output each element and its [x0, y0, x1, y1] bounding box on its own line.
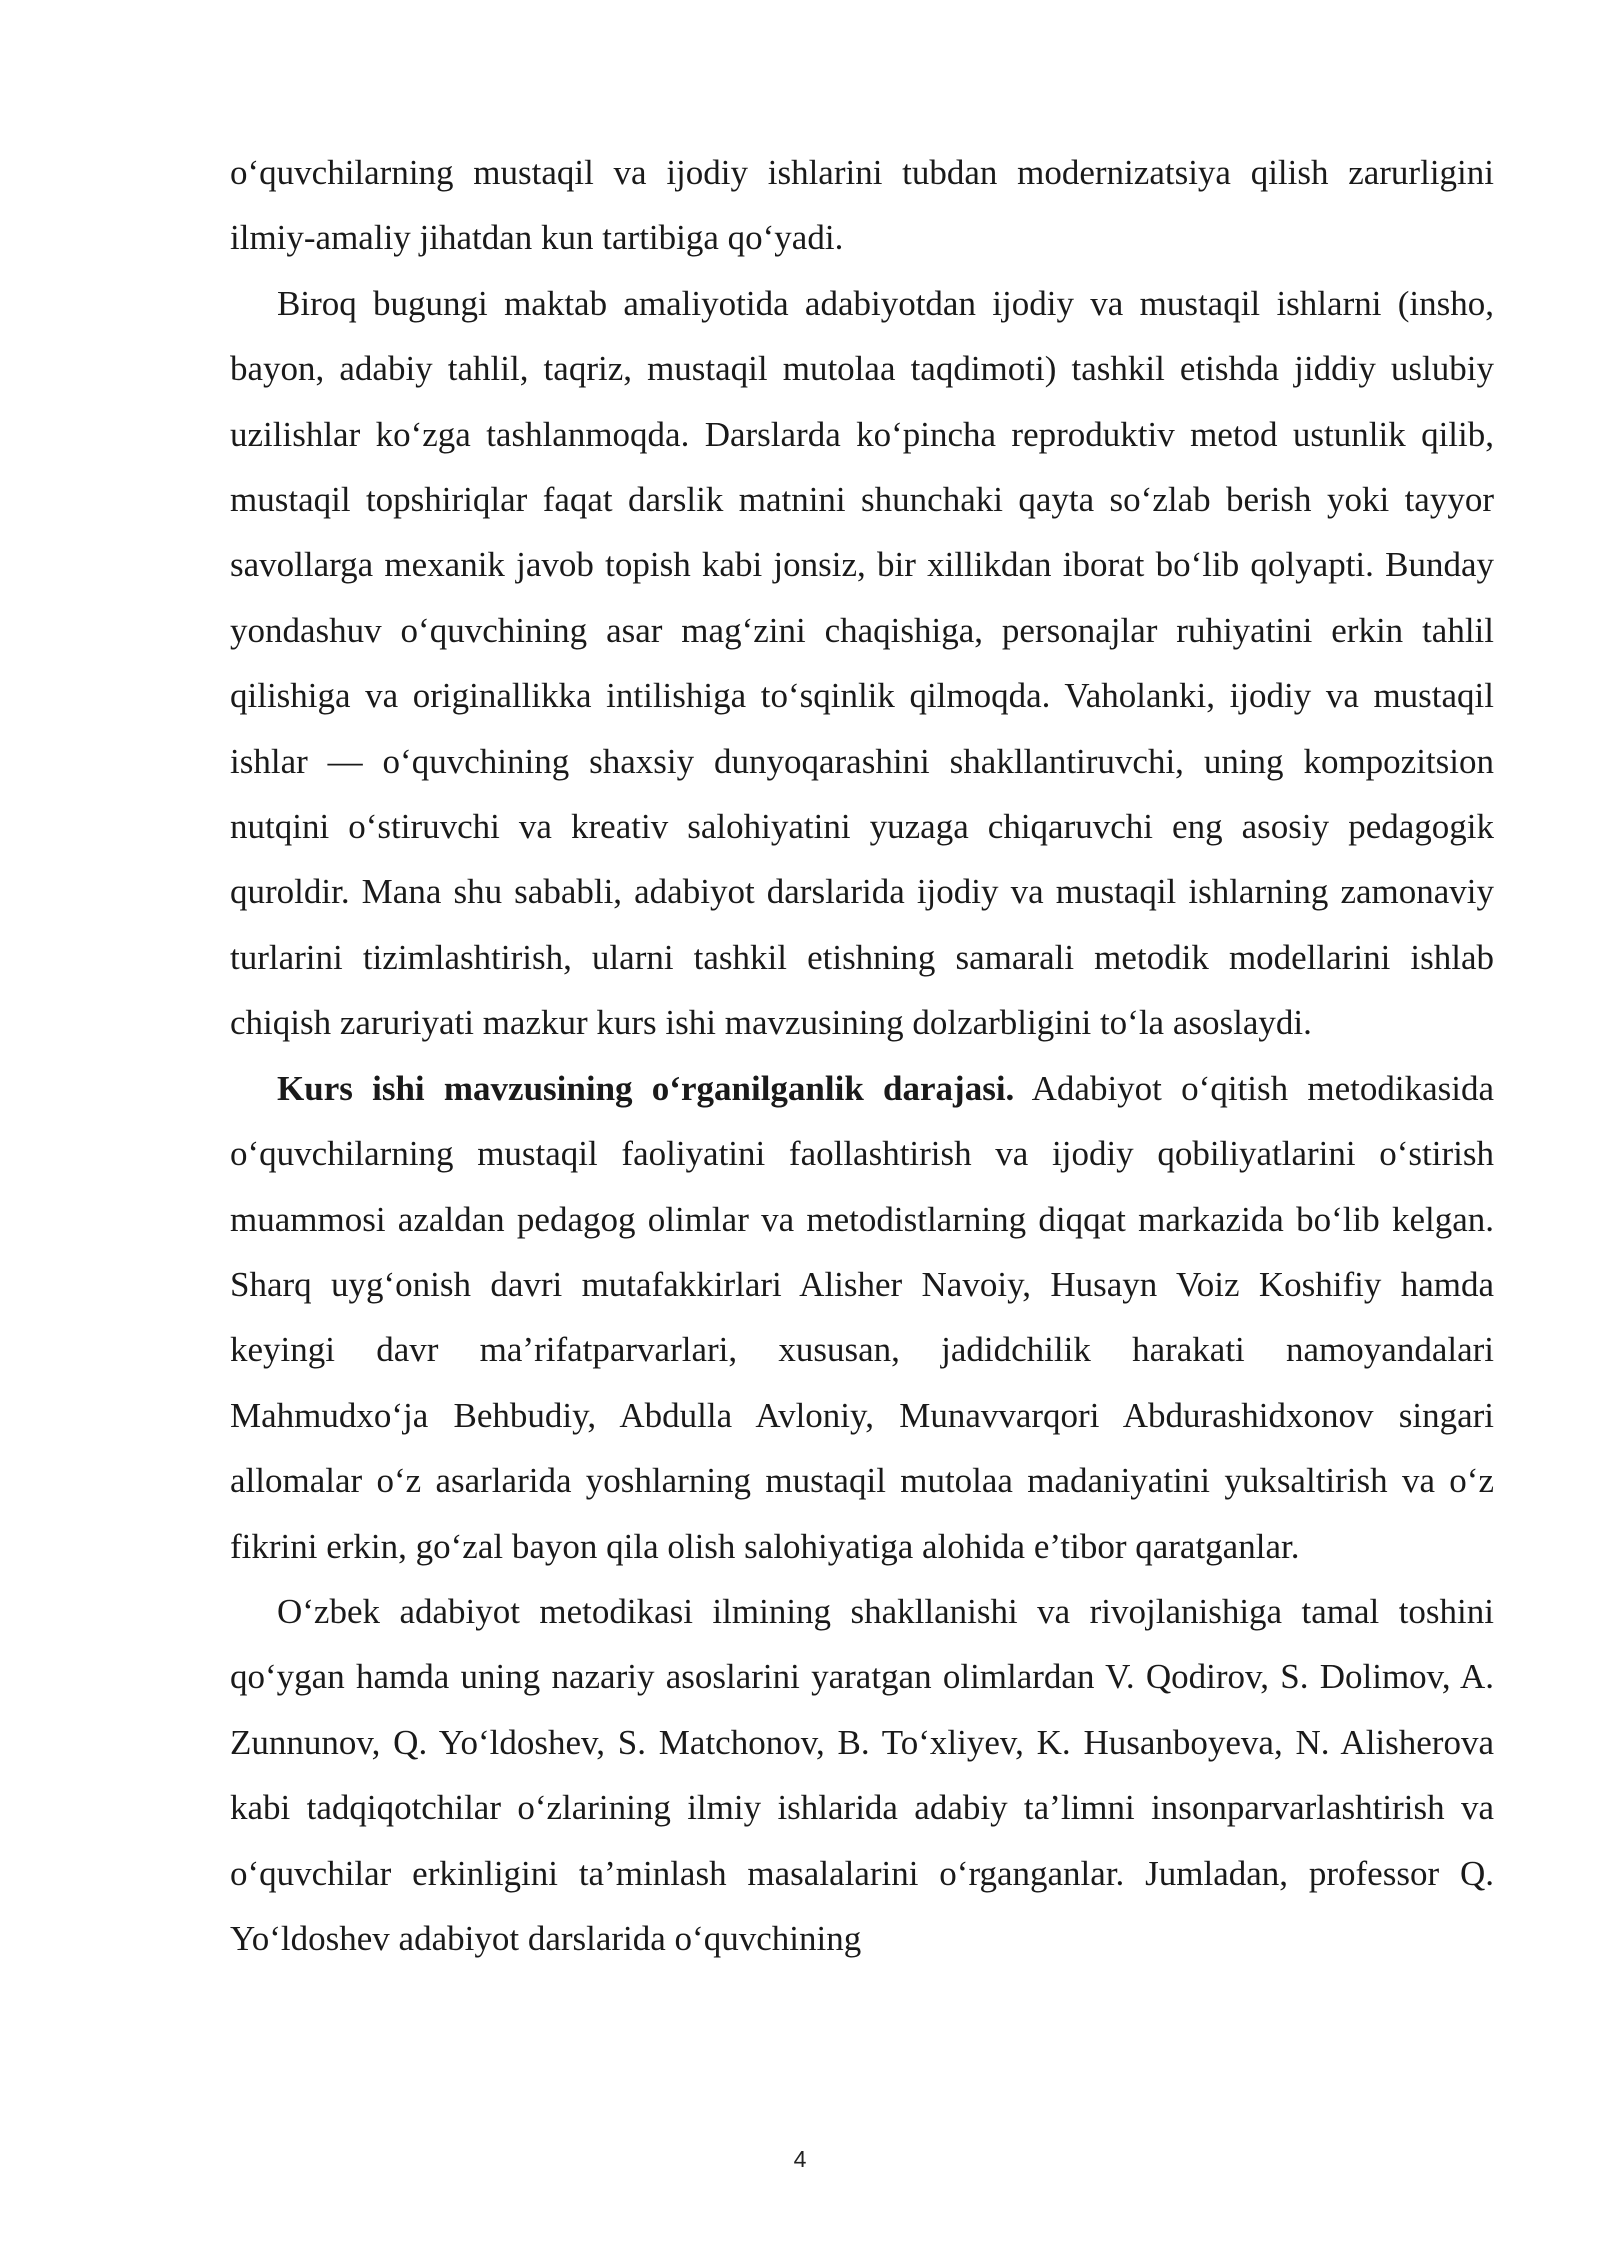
paragraph-scholars: [230, 1579, 1494, 1971]
paragraph-research-degree: [230, 1056, 1494, 1579]
paragraph-text: o‘quvchilarning mustaqil va ijodiy ishlarini tubdan modernizatsiya qilish zarurligini ilmiy-amaliy jihatdan kun tartibiga qo‘yadi.: [230, 153, 1494, 258]
document-body: [230, 140, 1494, 1971]
section-heading: Kurs ishi mavzusining o‘rganilganlik darajasi.: [277, 1068, 1015, 1108]
paragraph-text: O‘zbek adabiyot metodikasi ilmining shakllanishi va rivojlanishiga tamal toshini qo‘ygan hamda uning nazariy asoslarini yaratgan olimlardan V. Qodirov, S. Dolimov, A. Zunnunov, Q. Yo‘ldoshev, S. Matchonov, B. To‘xliyev, K. Husanboyeva, N. Alisherova kabi tadqiqotchilar o‘zlarining ilmiy ishlarida adabiy ta’limni insonparvarlashtirish va o‘quvchilar erkinligini ta’minlash masalalarini o‘rganganlar. Jumladan, professor Q. Yo‘ldoshev adabiyot darslarida o‘quvchining: [230, 1591, 1494, 1958]
page-number: 4: [793, 2146, 807, 2172]
paragraph-text: Adabiyot o‘qitish metodikasida o‘quvchilarning mustaqil faoliyatini faollashtirish va ijodiy qobiliyatlarini o‘stirish muammosi azaldan pedagog olimlar va metodistlarning diqqat markazida bo‘lib kelgan. Sharq uyg‘onish davri mutafakkirlari Alisher Navoiy, Husayn Voiz Koshifiy hamda keyingi davr ma’rifatparvarlari, xususan, jadidchilik harakati namoyandalari Mahmudxo‘ja Behbudiy, Abdulla Avloniy, Munavvarqori Abdurashidxonov singari allomalar o‘z asarlarida yoshlarning mustaqil mutolaa madaniyatini yuksaltirish va o‘z fikrini erkin, go‘zal bayon qila olish salohiyatiga alohida e’tibor qaratganlar.: [230, 1068, 1494, 1566]
paragraph-continuation: [230, 140, 1494, 271]
paragraph-problem-statement: [230, 271, 1494, 1056]
paragraph-text: Biroq bugungi maktab amaliyotida adabiyotdan ijodiy va mustaqil ishlarni (insho, bayon, adabiy tahlil, taqriz, mustaqil mutolaa taqdimoti) tashkil etishda jiddiy uslubiy uzilishlar ko‘zga tashlanmoqda. Darslarda ko‘pincha reproduktiv metod ustunlik qilib, mustaqil topshiriqlar faqat darslik matnini shunchaki qayta so‘zlab berish yoki tayyor savollarga mexanik javob topish kabi jonsiz, bir xillikdan iborat bo‘lib qolyapti. Bunday yondashuv o‘quvchining asar mag‘zini chaqishiga, personajlar ruhiyatini erkin tahlil qilishiga va originallikka intilishiga to‘sqinlik qilmoqda. Vaholanki, ijodiy va mustaqil ishlar — o‘quvchining shaxsiy dunyoqarashini shakllantiruvchi, uning kompozitsion nutqini o‘stiruvchi va kreativ salohiyatini yuzaga chiqaruvchi eng asosiy pedagogik quroldir. Mana shu sababli, adabiyot darslarida ijodiy va mustaqil ishlarning zamonaviy turlarini tizimlashtirish, ularni tashkil etishning samarali metodik modellarini ishlab chiqish zaruriyati mazkur kurs ishi mavzusining dolzarbligini to‘la asoslaydi.: [230, 283, 1494, 1043]
